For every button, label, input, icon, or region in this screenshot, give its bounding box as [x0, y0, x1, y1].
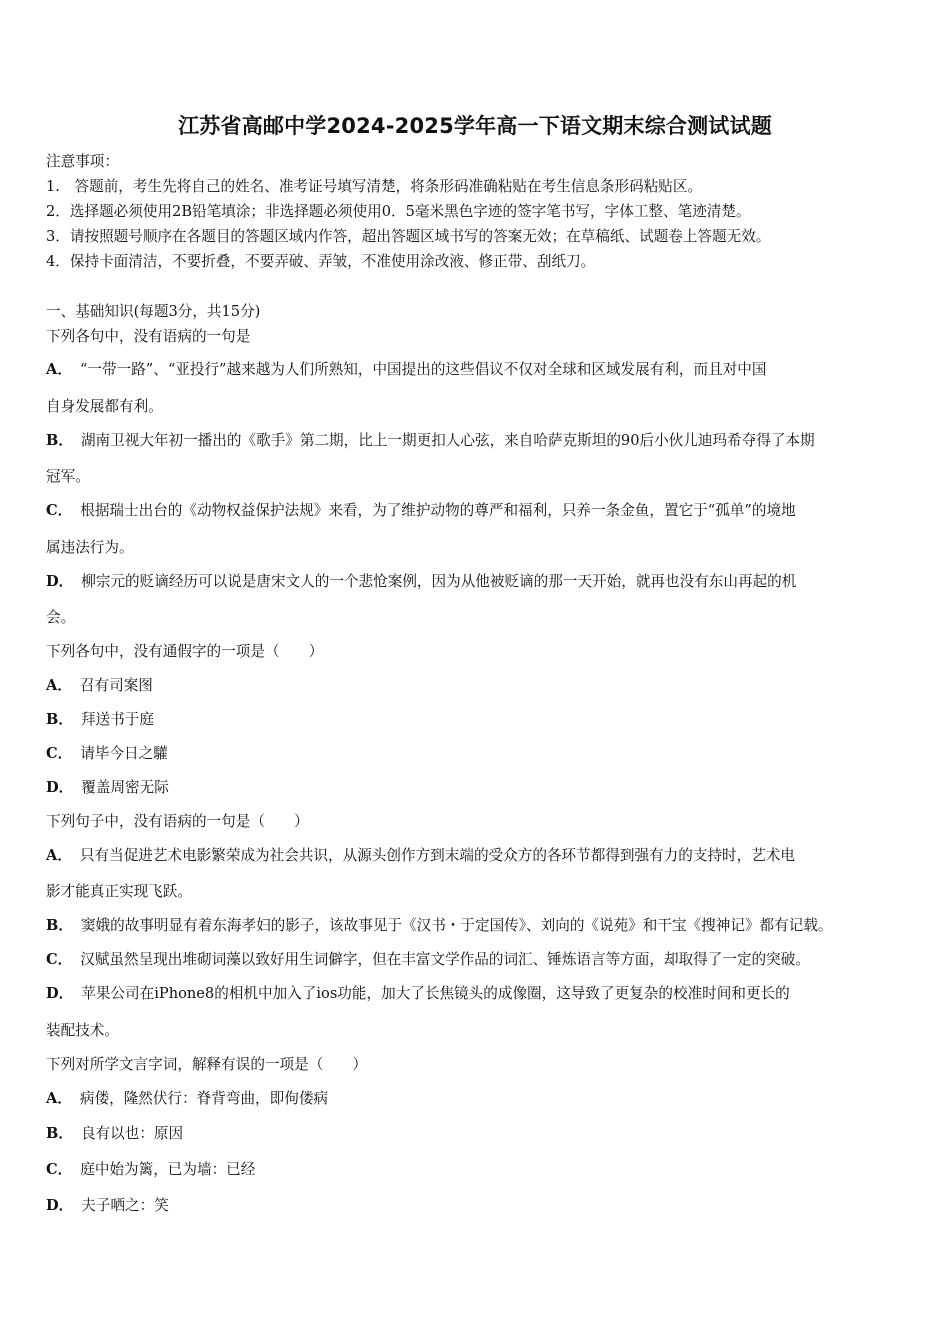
option-label: D．: [46, 1197, 74, 1214]
option-text: 窦娥的故事明显有着东海孝妇的影子，该故事见于《汉书・于定国传》、刘向的《说苑》和干宝《搜神记》都有记载。: [80, 917, 833, 934]
option-continuation: 自身发展都有利。: [46, 398, 163, 415]
option-label: D．: [46, 985, 74, 1002]
page-title: 江苏省高邮中学2024-2025学年高一下语文期末综合测试试题: [178, 114, 772, 138]
option-label: A．: [46, 847, 72, 864]
notice-heading: 注意事项：: [46, 153, 119, 170]
option-text: 召有司案图: [79, 677, 153, 694]
option-c: [46, 1160, 911, 1180]
option-continuation: 会。: [46, 609, 76, 626]
option-text: 请毕今日之驩: [80, 745, 168, 762]
notice-item: 1. 答题前，考生先将自己的姓名、准考证号填写清楚，将条形码准确粘贴在考生信息条形码粘贴区。: [46, 178, 703, 195]
option-text: 拜送书于庭: [80, 711, 154, 728]
option-label: B．: [46, 1125, 73, 1142]
option-text: 苹果公司在iPhone8的相机中加入了ios功能，加大了长焦镜头的成像圈，这导致了更复杂的校准时间和更长的: [81, 985, 790, 1002]
option-label: B．: [46, 432, 73, 449]
option-b: [46, 710, 911, 730]
option-b: [46, 916, 911, 936]
question-stem: 下列各句中，没有通假字的一项是（ ）: [46, 643, 324, 660]
option-text: 汉赋虽然呈现出堆砌词藻以致好用生词僻字，但在丰富文学作品的词汇、锤炼语言等方面，却取得了一定的突破。: [80, 951, 810, 968]
option-label: C．: [46, 1161, 73, 1178]
option-label: D．: [46, 779, 74, 796]
option-label: A．: [46, 677, 72, 694]
notice-item: 4．保持卡面清洁，不要折叠，不要弄破、弄皱，不准使用涂改液、修正带、刮纸刀。: [46, 253, 596, 270]
option-text: 根据瑞士出台的《动物权益保护法规》来看，为了维护动物的尊严和福利，只养一条金鱼，置它于“孤单”的境地: [80, 502, 796, 519]
option-label: D．: [46, 573, 74, 590]
option-a: [46, 676, 911, 696]
option-text: 湖南卫视大年初一播出的《歌手》第二期，比上一期更扣人心弦，来自哈萨克斯坦的90后小伙儿迪玛希夺得了本期: [80, 432, 815, 449]
option-d: [46, 984, 911, 1004]
option-continuation: 装配技术。: [46, 1022, 119, 1039]
option-a: [46, 1089, 911, 1109]
option-text: 病偻，隆然伏行：脊背弯曲，即佝偻病: [79, 1090, 329, 1107]
notice-item: 3．请按照题号顺序在各题目的答题区域内作答，超出答题区域书写的答案无效；在草稿纸、试题卷上答题无效。: [46, 228, 771, 245]
option-d: [46, 572, 911, 592]
notice-item: 2．选择题必须使用2B铅笔填涂；非选择题必须使用0．5毫米黑色字迹的签字笔书写，字体工整、笔迹清楚。: [46, 203, 751, 220]
option-label: C．: [46, 502, 73, 519]
question-stem: 下列对所学文言字词，解释有误的一项是（ ）: [46, 1056, 368, 1073]
option-text: 庭中始为篱，已为墙：已经: [80, 1161, 256, 1178]
option-b: [46, 1124, 911, 1144]
option-text: 良有以也：原因: [80, 1125, 184, 1142]
option-text: 柳宗元的贬谪经历可以说是唐宋文人的一个悲怆案例，因为从他被贬谪的那一天开始，就再也没有东山再起的机: [81, 573, 797, 590]
option-c: [46, 501, 911, 521]
option-label: C．: [46, 745, 73, 762]
option-c: [46, 950, 911, 970]
section-heading: 一、基础知识(每题3分，共15分): [46, 303, 261, 320]
option-label: B．: [46, 917, 73, 934]
option-c: [46, 744, 911, 764]
option-label: A．: [46, 1090, 72, 1107]
option-a: [46, 846, 911, 866]
option-b: [46, 431, 911, 451]
option-text: 夫子哂之：笑: [81, 1197, 169, 1214]
option-label: A．: [46, 361, 72, 378]
option-continuation: 影才能真正实现飞跃。: [46, 883, 192, 900]
option-text: 只有当促进艺术电影繁荣成为社会共识，从源头创作方到末端的受众方的各环节都得到强有力的支持时，艺术电: [79, 847, 796, 864]
option-label: B．: [46, 711, 73, 728]
question-stem: 下列句子中，没有语病的一句是（ ）: [46, 813, 309, 830]
option-d: [46, 778, 911, 798]
option-label: C．: [46, 951, 73, 968]
option-continuation: 冠军。: [46, 468, 90, 485]
option-text: 覆盖周密无际: [81, 779, 169, 796]
question-stem: 下列各句中，没有语病的一句是: [46, 328, 251, 345]
option-text: “一带一路”、“亚投行”越来越为人们所熟知，中国提出的这些倡议不仅对全球和区域发展有利，而且对中国: [79, 361, 767, 378]
option-d: [46, 1196, 911, 1216]
option-a: [46, 360, 911, 380]
option-continuation: 属违法行为。: [46, 539, 134, 556]
